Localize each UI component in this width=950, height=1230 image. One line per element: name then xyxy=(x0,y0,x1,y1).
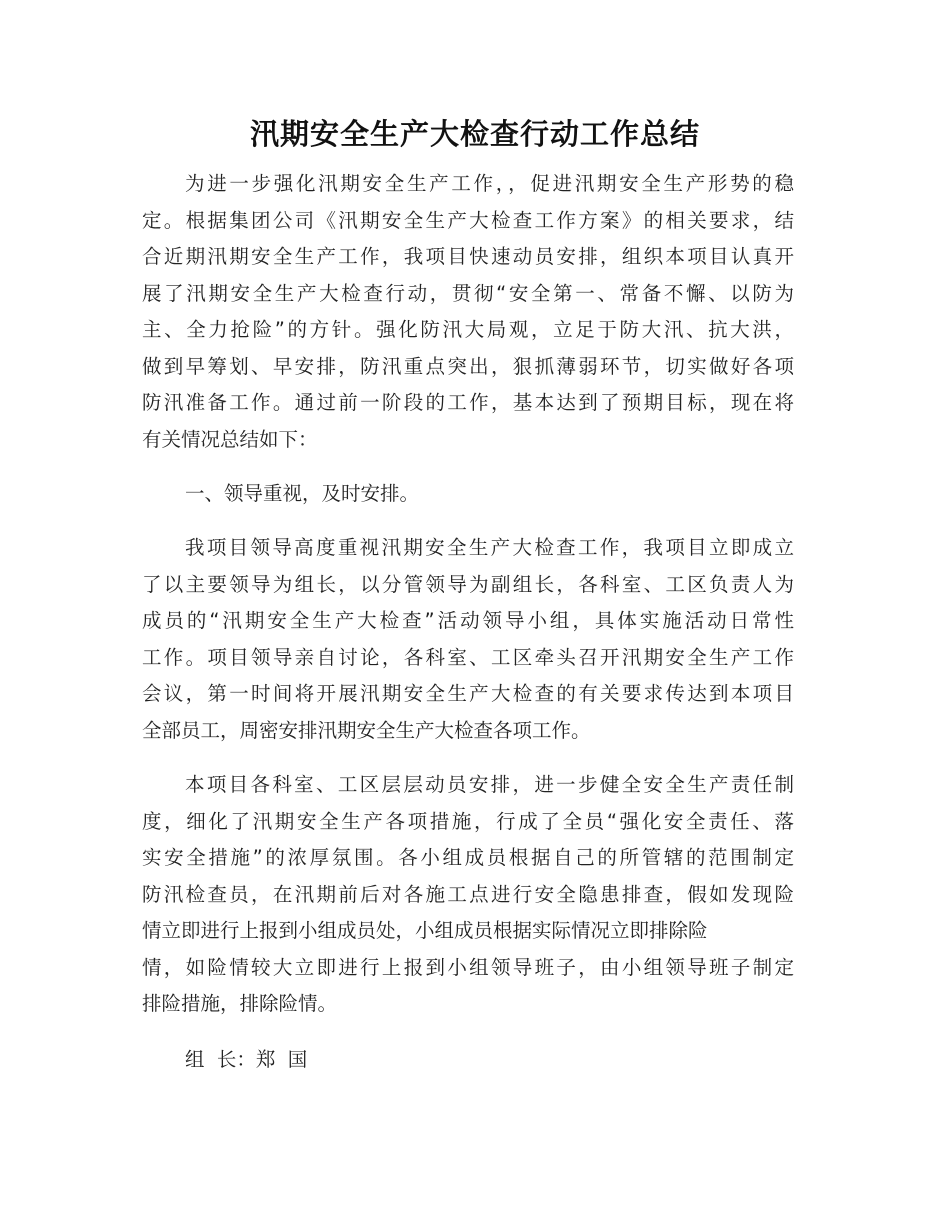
text-line: 全部员工，周密安排汛期安全生产大检查各项工作。 xyxy=(142,718,591,742)
text-line: 成员的“汛期安全生产大检查”活动领导小组，具体实施活动日常性 xyxy=(142,609,794,632)
text-line: 定。根据集团公司《汛期安全生产大检查工作方案》的相关要求，结 xyxy=(142,208,794,232)
text-line: 组 长：郑 国 xyxy=(185,1048,308,1071)
text-line: 展了汛期安全生产大检查行动，贯彻“安全第一、常备不懈、以防为 xyxy=(142,281,794,305)
text-line: 做到早筹划、早安排，防汛重点突出，狠抓薄弱环节，切实做好各项 xyxy=(142,354,794,378)
document-title: 汛期安全生产大检查行动工作总结 xyxy=(249,117,700,151)
section-heading-1 xyxy=(142,476,794,513)
text-line: 度，细化了汛期安全生产各项措施，行成了全员“强化安全责任、落 xyxy=(142,809,794,833)
text-line: 情立即进行上报到小组成员处，小组成员根据实际情况立即排除险 xyxy=(142,919,708,942)
team-leader-line xyxy=(142,1042,794,1079)
paragraph-mobilization xyxy=(142,767,794,1023)
text-line: 工作。项目领导亲自讨论，各科室、工区牵头召开汛期安全生产工作 xyxy=(142,645,794,669)
text-line: 主、全力抢险”的方针。强化防汛大局观，立足于防大汛、抗大洪， xyxy=(142,318,794,341)
text-line: 我项目领导高度重视汛期安全生产大检查工作，我项目立即成立 xyxy=(185,536,794,559)
text-line: 一、领导重视，及时安排。 xyxy=(185,482,420,505)
text-line: 会议，第一时间将开展汛期安全生产大检查的有关要求传达到本项目 xyxy=(142,682,794,705)
text-line: 为进一步强化汛期安全生产工作，，促进汛期安全生产形势的稳 xyxy=(185,172,794,195)
text-line: 本项目各科室、工区层层动员安排，进一步健全安全生产责任制 xyxy=(185,773,794,796)
text-line: 有关情况总结如下： xyxy=(142,427,318,451)
text-line: 防汛准备工作。通过前一阶段的工作，基本达到了预期目标，现在将 xyxy=(142,391,794,414)
text-line: 排险措施，排除险情。 xyxy=(142,992,338,1015)
text-line: 实安全措施”的浓厚氛围。各小组成员根据自己的所管辖的范围制定 xyxy=(142,846,794,869)
text-line: 了以主要领导为组长，以分管领导为副组长，各科室、工区负责人为 xyxy=(142,572,794,596)
paragraph-leadership xyxy=(142,530,794,749)
text-line: 合近期汛期安全生产工作，我项目快速动员安排，组织本项目认真开 xyxy=(142,245,794,268)
paragraph-intro xyxy=(142,166,794,458)
text-line: 防汛检查员，在汛期前后对各施工点进行安全隐患排查，假如发现险 xyxy=(142,882,794,906)
text-line: 情，如险情较大立即进行上报到小组领导班子，由小组领导班子制定 xyxy=(142,955,794,979)
